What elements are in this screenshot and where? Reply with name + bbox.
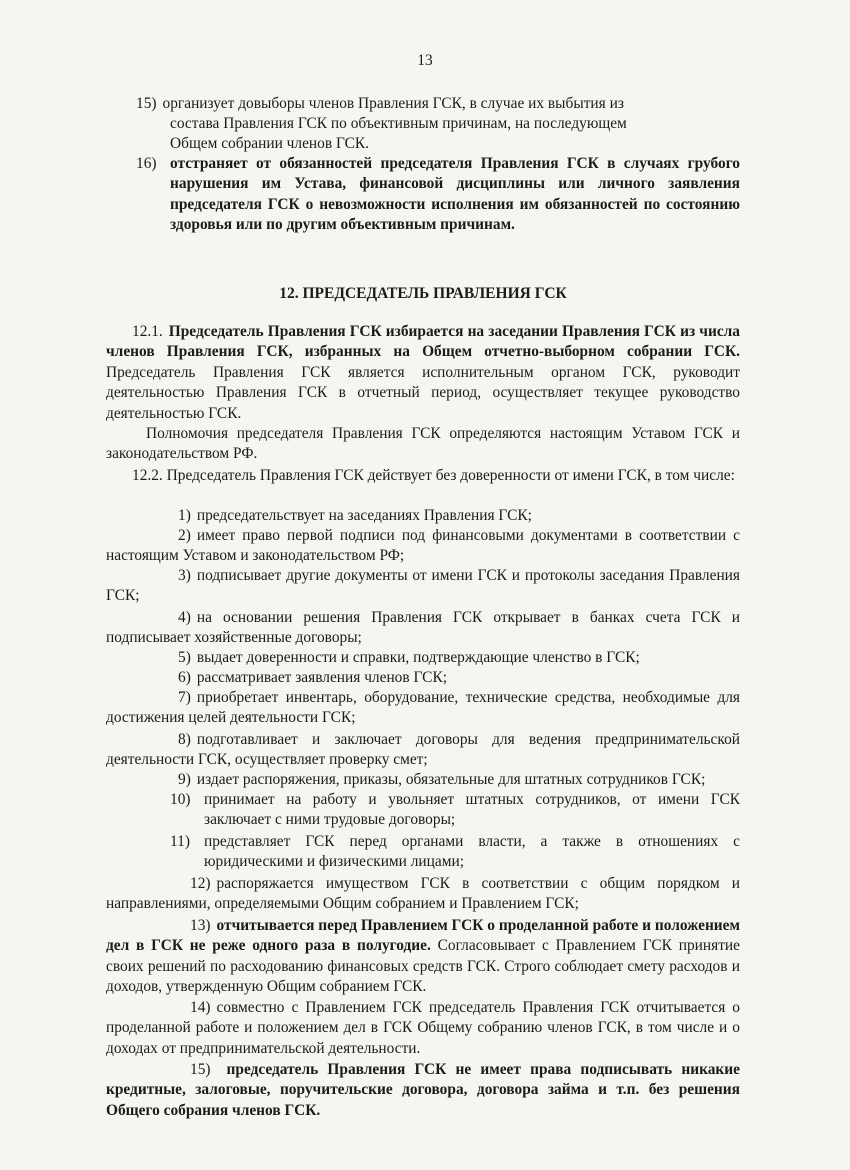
list-item-13-bold: отчитывается перед Правлением ГСК о проделанной работе и положением дел в ГСК не реже одного раза в полугодие. — [106, 917, 740, 955]
list-item-14 — [106, 998, 740, 1059]
item-16-number: 16) — [136, 155, 157, 172]
list-item-5-number: 5) — [178, 649, 191, 666]
paragraph-12-1 — [106, 322, 740, 424]
list-item-9 — [106, 770, 740, 790]
list-item-8 — [106, 730, 740, 771]
list-item-7 — [106, 688, 740, 729]
list-item-6 — [106, 668, 740, 688]
list-item-10 — [170, 790, 740, 831]
paragraph-12-1-rest: Председатель Правления ГСК является исполнительным органом ГСК, руководит деятельностью Правления ГСК в отчетный период, осуществляет текущее руководство деятельностью ГСК. — [106, 363, 740, 422]
list-item-12 — [106, 874, 740, 915]
list-item-6-text: рассматривает заявления членов ГСК; — [196, 669, 447, 686]
list-item-13-text: Согласовывает с Правлением ГСК принятие своих решений по расходованию финансовых средств ГСК. Строго соблюдает смету расходов и доходов, утвержденную Общим собранием ГСК. — [106, 937, 740, 996]
list-item-10-number: 10) — [170, 791, 191, 808]
list-item-8-number: 8) — [178, 731, 191, 748]
list-item-11-number: 11) — [170, 833, 190, 850]
list-item-15-bold: председатель Правления ГСК не имеет права подписывать никакие кредитные, залоговые, поручительские договора, договора займа и т.п. без решения Общего собрания членов ГСК. — [106, 1061, 740, 1119]
list-item-10-text: принимает на работу и увольняет штатных сотрудников, от имени ГСК заключает с ними трудовые договоры; — [204, 791, 740, 829]
paragraph-12-1-number: 12.1. — [132, 323, 163, 340]
list-item-5-text: выдает доверенности и справки, подтверждающие членство в ГСК; — [196, 649, 640, 666]
item-15-text-line2: состава Правления ГСК по объективным причинам, на последующем — [170, 115, 627, 132]
list-item-3-text: подписывает другие документы от имени ГСК и протоколы заседания Правления ГСК; — [106, 567, 740, 605]
list-item-9-number: 9) — [178, 771, 191, 788]
list-item-6-number: 6) — [178, 669, 191, 686]
list-item-11-text: представляет ГСК перед органами власти, а также в отношениях с юридическими и физическими лицами; — [204, 833, 740, 871]
list-item-2-number: 2) — [178, 527, 191, 544]
list-item-4-text: на основании решения Правления ГСК открывает в банках счета ГСК и подписывает хозяйственные договоры; — [106, 609, 740, 647]
list-item-2 — [106, 526, 740, 567]
item-16 — [136, 154, 740, 236]
list-item-1-number: 1) — [178, 507, 191, 524]
list-item-15-number: 15) — [190, 1061, 211, 1078]
list-item-7-number: 7) — [178, 689, 191, 706]
list-item-4-number: 4) — [178, 609, 191, 626]
list-item-12-text: распоряжается имуществом ГСК в соответствии с общим порядком и направлениями, определяемыми Общим собранием и Правлением ГСК; — [106, 875, 740, 913]
list-item-3 — [106, 566, 740, 607]
list-item-11 — [170, 832, 740, 873]
list-item-9-text: издает распоряжения, приказы, обязательные для штатных сотрудников ГСК; — [196, 771, 706, 788]
paragraph-powers: Полномочия председателя Правления ГСК определяются настоящим Уставом ГСК и законодательством РФ. — [106, 425, 740, 463]
list-item-13 — [106, 916, 740, 998]
list-item-7-text: приобретает инвентарь, оборудование, технические средства, необходимые для достижения целей деятельности ГСК; — [106, 689, 740, 727]
list-item-5 — [106, 648, 740, 668]
section-title: 12. ПРЕДСЕДАТЕЛЬ ПРАВЛЕНИЯ ГСК — [279, 285, 567, 302]
paragraph-12-1-bold: Председатель Правления ГСК избирается на заседании Правления ГСК из числа членов Правления ГСК, избранных на Общем отчетно-выборном собрании ГСК. — [106, 323, 740, 361]
item-16-text: отстраняет от обязанностей председателя Правления ГСК в случаях грубого нарушения им Устава, финансовой дисциплины или личного заявления председателя ГСК о невозможности исполнения им обязанностей по состоянию здоровья или по другим объективным причинам. — [170, 155, 740, 234]
list-item-15 — [106, 1060, 740, 1121]
item-15-line1 — [136, 94, 740, 114]
paragraph-12-2: 12.2. Председатель Правления ГСК действует без доверенности от имени ГСК, в том числе: — [132, 467, 735, 484]
list-item-4 — [106, 608, 740, 649]
item-15-text-line1: организует довыборы членов Правления ГСК, в случае их выбытия из — [162, 95, 624, 112]
list-item-14-text: совместно с Правлением ГСК председатель Правления ГСК отчитывается о проделанной работе и положением дел в ГСК Общему собранию членов ГСК, в том числе и о доходах от предпринимательской деятельности. — [106, 999, 740, 1057]
item-15-text-line3: Общем собрании членов ГСК. — [170, 135, 370, 152]
list-item-8-text: подготавливает и заключает договоры для ведения предпринимательской деятельности ГСК, осуществляет проверку смет; — [106, 731, 740, 769]
page-number: 13 — [417, 52, 433, 69]
list-item-1-text: председательствует на заседаниях Правления ГСК; — [196, 507, 532, 524]
list-item-3-number: 3) — [178, 567, 191, 584]
list-item-1 — [106, 506, 740, 526]
list-item-13-number: 13) — [190, 917, 211, 934]
list-item-14-number: 14) — [190, 999, 211, 1016]
list-item-2-text: имеет право первой подписи под финансовыми документами в соответствии с настоящим Уставом и законодательством РФ; — [106, 527, 740, 565]
item-15-number: 15) — [136, 95, 157, 112]
list-item-12-number: 12) — [190, 875, 211, 892]
